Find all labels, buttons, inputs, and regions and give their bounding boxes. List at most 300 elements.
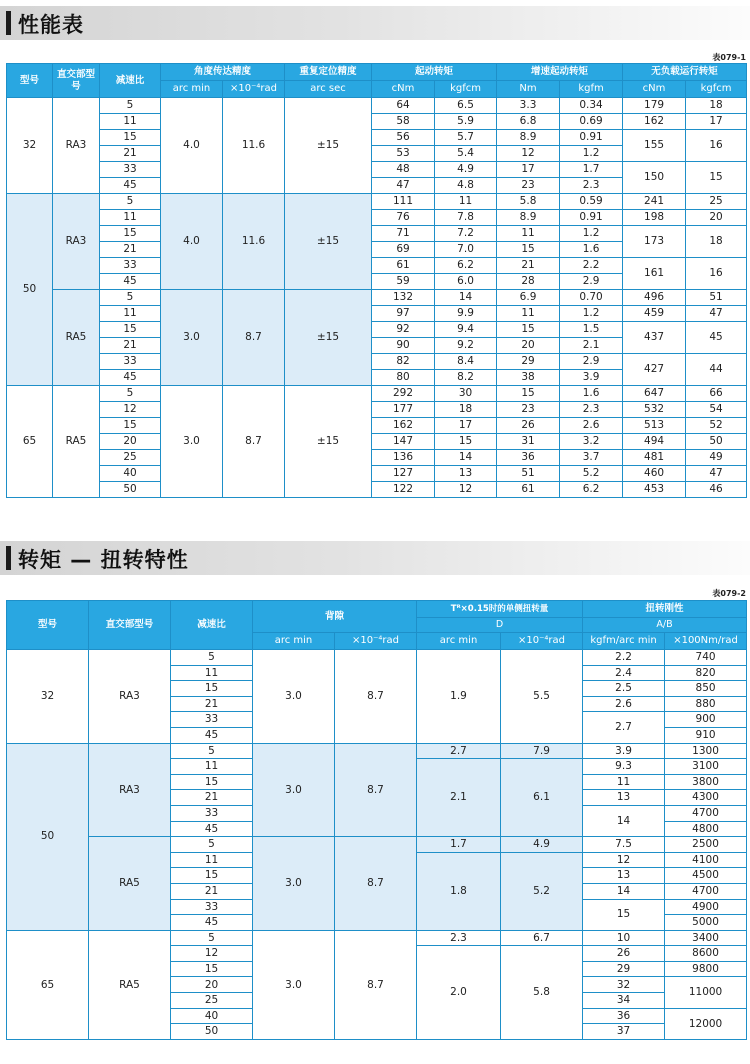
start-kgfcm-cell: 5.4 [435, 146, 497, 162]
start-cnm-cell: 69 [372, 242, 435, 258]
table-row [7, 386, 747, 402]
start-cnm-cell: 90 [372, 338, 435, 354]
speedup-kgfm-cell: 1.2 [560, 226, 623, 242]
speedup-kgfm-cell: 3.9 [560, 370, 623, 386]
angle-rad-cell: 11.6 [223, 98, 285, 194]
ratio-cell: 45 [171, 821, 253, 837]
angle-rad-cell: 11.6 [223, 194, 285, 290]
stiffness-nm-cell: 1300 [665, 743, 747, 759]
speedup-kgfm-cell: 1.7 [560, 162, 623, 178]
speedup-nm-cell: 8.9 [497, 130, 560, 146]
model-cell: 50 [7, 194, 53, 386]
ratio-cell: 45 [171, 915, 253, 931]
table-row [7, 482, 747, 498]
noload-cnm-cell: 494 [623, 434, 686, 450]
stiffness-kgfm-cell: 2.2 [583, 650, 665, 666]
stiffness-kgfm-cell: 14 [583, 805, 665, 836]
unit-cell: arc min [417, 633, 501, 650]
ratio-cell: 11 [100, 210, 161, 226]
table-row [7, 130, 747, 146]
torsion-rad-cell: 5.5 [501, 650, 583, 744]
ratio-cell: 33 [100, 258, 161, 274]
ratio-cell: 5 [100, 194, 161, 210]
table-row [7, 194, 747, 210]
speedup-nm-cell: 20 [497, 338, 560, 354]
unit-cell: kgfm [560, 81, 623, 98]
section-header-performance [0, 6, 750, 40]
unit-cell: ×10⁻⁴rad [501, 633, 583, 650]
speedup-kgfm-cell: 1.6 [560, 386, 623, 402]
angle-arcmin-cell: 4.0 [161, 194, 223, 290]
stiffness-nm-cell: 8600 [665, 946, 747, 962]
ratio-cell: 15 [171, 681, 253, 697]
right-angle-model-cell: RA5 [89, 837, 171, 931]
ratio-cell: 21 [171, 696, 253, 712]
start-cnm-cell: 47 [372, 178, 435, 194]
ratio-cell: 33 [171, 712, 253, 728]
start-cnm-cell: 136 [372, 450, 435, 466]
unit-cell: ×100Nm/rad [665, 633, 747, 650]
backlash-arcmin-cell: 3.0 [253, 837, 335, 931]
noload-cnm-cell: 162 [623, 114, 686, 130]
start-cnm-cell: 71 [372, 226, 435, 242]
ratio-cell: 50 [171, 1024, 253, 1040]
start-kgfcm-cell: 18 [435, 402, 497, 418]
stiffness-kgfm-cell: 32 [583, 977, 665, 993]
unit-cell: ×10⁻⁴rad [223, 81, 285, 98]
ratio-cell: 15 [171, 868, 253, 884]
table-row [7, 434, 747, 450]
ratio-cell: 5 [171, 743, 253, 759]
header-ratio: 减速比 [171, 601, 253, 650]
backlash-rad-cell: 8.7 [335, 837, 417, 931]
start-cnm-cell: 82 [372, 354, 435, 370]
stiffness-nm-cell: 2500 [665, 837, 747, 853]
stiffness-kgfm-cell: 10 [583, 930, 665, 946]
backlash-arcmin-cell: 3.0 [253, 650, 335, 744]
model-cell: 50 [7, 743, 89, 930]
start-kgfcm-cell: 8.2 [435, 370, 497, 386]
header-stiffness: 扭转刚性 [583, 601, 747, 618]
start-kgfcm-cell: 15 [435, 434, 497, 450]
stiffness-nm-cell: 3400 [665, 930, 747, 946]
stiffness-kgfm-cell: 2.5 [583, 681, 665, 697]
ratio-cell: 40 [100, 466, 161, 482]
ratio-cell: 25 [100, 450, 161, 466]
speedup-kgfm-cell: 3.2 [560, 434, 623, 450]
stiffness-kgfm-cell: 29 [583, 961, 665, 977]
table-row [7, 290, 747, 306]
start-kgfcm-cell: 6.2 [435, 258, 497, 274]
stiffness-nm-cell: 820 [665, 665, 747, 681]
ratio-cell: 21 [100, 242, 161, 258]
torsion-arcmin-cell: 2.3 [417, 930, 501, 946]
section-title: 性能表 [18, 13, 84, 37]
torsion-arcmin-cell: 1.9 [417, 650, 501, 744]
start-kgfcm-cell: 6.5 [435, 98, 497, 114]
angle-arcmin-cell: 3.0 [161, 386, 223, 498]
speedup-nm-cell: 36 [497, 450, 560, 466]
noload-cnm-cell: 513 [623, 418, 686, 434]
torsion-arcmin-cell: 1.7 [417, 837, 501, 853]
angle-arcmin-cell: 4.0 [161, 98, 223, 194]
noload-kgfcm-cell: 18 [686, 226, 747, 258]
section-header-torsion [0, 541, 750, 575]
start-cnm-cell: 53 [372, 146, 435, 162]
noload-cnm-cell: 179 [623, 98, 686, 114]
ratio-cell: 11 [171, 759, 253, 775]
stiffness-nm-cell: 12000 [665, 1008, 747, 1039]
ratio-cell: 11 [100, 114, 161, 130]
model-cell: 32 [7, 650, 89, 744]
speedup-nm-cell: 17 [497, 162, 560, 178]
speedup-kgfm-cell: 2.9 [560, 354, 623, 370]
header-right-angle-model: 直交部型号 [89, 601, 171, 650]
right-angle-model-cell: RA3 [89, 650, 171, 744]
speedup-kgfm-cell: 6.2 [560, 482, 623, 498]
ratio-cell: 21 [100, 146, 161, 162]
start-kgfcm-cell: 4.9 [435, 162, 497, 178]
start-cnm-cell: 122 [372, 482, 435, 498]
noload-kgfcm-cell: 45 [686, 322, 747, 354]
ratio-cell: 11 [100, 306, 161, 322]
start-cnm-cell: 177 [372, 402, 435, 418]
ratio-cell: 5 [171, 837, 253, 853]
ratio-cell: 25 [171, 993, 253, 1009]
ratio-cell: 45 [171, 727, 253, 743]
right-angle-model-cell: RA3 [53, 98, 100, 194]
backlash-rad-cell: 8.7 [335, 743, 417, 837]
speedup-kgfm-cell: 1.6 [560, 242, 623, 258]
noload-cnm-cell: 453 [623, 482, 686, 498]
start-kgfcm-cell: 30 [435, 386, 497, 402]
speedup-kgfm-cell: 0.59 [560, 194, 623, 210]
start-kgfcm-cell: 9.4 [435, 322, 497, 338]
speedup-kgfm-cell: 2.3 [560, 402, 623, 418]
speedup-kgfm-cell: 2.9 [560, 274, 623, 290]
stiffness-nm-cell: 740 [665, 650, 747, 666]
ratio-cell: 21 [171, 790, 253, 806]
ratio-cell: 11 [171, 665, 253, 681]
stiffness-kgfm-cell: 26 [583, 946, 665, 962]
model-cell: 65 [7, 386, 53, 498]
header-backlash: 背隙 [253, 601, 417, 633]
ratio-cell: 20 [171, 977, 253, 993]
noload-cnm-cell: 496 [623, 290, 686, 306]
speedup-nm-cell: 6.9 [497, 290, 560, 306]
stiffness-kgfm-cell: 3.9 [583, 743, 665, 759]
start-cnm-cell: 56 [372, 130, 435, 146]
ratio-cell: 15 [100, 226, 161, 242]
speedup-nm-cell: 11 [497, 226, 560, 242]
header-d: D [417, 618, 583, 633]
unit-cell: cNm [623, 81, 686, 98]
noload-kgfcm-cell: 15 [686, 162, 747, 194]
torsion-arcmin-cell: 1.8 [417, 852, 501, 930]
speedup-nm-cell: 15 [497, 242, 560, 258]
table-row [7, 162, 747, 178]
speedup-nm-cell: 12 [497, 146, 560, 162]
stiffness-kgfm-cell: 2.4 [583, 665, 665, 681]
right-angle-model-cell: RA5 [53, 290, 100, 386]
table-row [7, 226, 747, 242]
stiffness-nm-cell: 900 [665, 712, 747, 728]
stiffness-nm-cell: 850 [665, 681, 747, 697]
repeat-arcsec-cell: ±15 [285, 98, 372, 194]
ratio-cell: 5 [171, 650, 253, 666]
noload-cnm-cell: 459 [623, 306, 686, 322]
ratio-cell: 15 [100, 130, 161, 146]
start-cnm-cell: 76 [372, 210, 435, 226]
speedup-kgfm-cell: 1.2 [560, 306, 623, 322]
header-ratio: 减速比 [100, 64, 161, 98]
start-kgfcm-cell: 8.4 [435, 354, 497, 370]
speedup-nm-cell: 5.8 [497, 194, 560, 210]
header-right-angle-model: 直交部型号 [53, 64, 100, 98]
stiffness-kgfm-cell: 37 [583, 1024, 665, 1040]
noload-cnm-cell: 150 [623, 162, 686, 194]
unit-cell: ×10⁻⁴rad [335, 633, 417, 650]
table-row [7, 450, 747, 466]
stiffness-kgfm-cell: 15 [583, 899, 665, 930]
noload-cnm-cell: 647 [623, 386, 686, 402]
noload-cnm-cell: 198 [623, 210, 686, 226]
torsion-rad-cell: 6.1 [501, 759, 583, 837]
table-row [7, 930, 747, 946]
performance-table [6, 63, 747, 498]
ratio-cell: 45 [100, 370, 161, 386]
ratio-cell: 21 [100, 338, 161, 354]
ratio-cell: 40 [171, 1008, 253, 1024]
start-kgfcm-cell: 11 [435, 194, 497, 210]
speedup-nm-cell: 31 [497, 434, 560, 450]
ratio-cell: 15 [171, 774, 253, 790]
torsion-table [6, 600, 747, 1040]
speedup-nm-cell: 29 [497, 354, 560, 370]
torsion-rad-cell: 6.7 [501, 930, 583, 946]
unit-cell: arc min [253, 633, 335, 650]
stiffness-nm-cell: 11000 [665, 977, 747, 1008]
stiffness-kgfm-cell: 2.7 [583, 712, 665, 743]
table-row [7, 210, 747, 226]
ratio-cell: 15 [100, 418, 161, 434]
speedup-kgfm-cell: 3.7 [560, 450, 623, 466]
ratio-cell: 33 [100, 354, 161, 370]
noload-kgfcm-cell: 17 [686, 114, 747, 130]
table-row [7, 354, 747, 370]
table-number: 表079-1 [712, 53, 746, 62]
speedup-kgfm-cell: 0.91 [560, 130, 623, 146]
table-row [7, 402, 747, 418]
speedup-nm-cell: 3.3 [497, 98, 560, 114]
header-repeat-position: 重复定位精度 [285, 64, 372, 81]
table-row [7, 418, 747, 434]
speedup-kgfm-cell: 0.34 [560, 98, 623, 114]
header-torsion-angle: Tᴿ×0.15时的单侧扭转量 [417, 601, 583, 618]
noload-cnm-cell: 173 [623, 226, 686, 258]
table-row [7, 837, 747, 853]
header-ab: A/B [583, 618, 747, 633]
backlash-arcmin-cell: 3.0 [253, 930, 335, 1039]
start-cnm-cell: 58 [372, 114, 435, 130]
stiffness-kgfm-cell: 13 [583, 868, 665, 884]
ratio-cell: 15 [171, 961, 253, 977]
ratio-cell: 21 [171, 883, 253, 899]
start-cnm-cell: 97 [372, 306, 435, 322]
speedup-kgfm-cell: 2.1 [560, 338, 623, 354]
start-cnm-cell: 147 [372, 434, 435, 450]
unit-cell: arc min [161, 81, 223, 98]
unit-cell: arc sec [285, 81, 372, 98]
ratio-cell: 12 [171, 946, 253, 962]
stiffness-kgfm-cell: 13 [583, 790, 665, 806]
ratio-cell: 5 [100, 98, 161, 114]
stiffness-nm-cell: 880 [665, 696, 747, 712]
angle-rad-cell: 8.7 [223, 386, 285, 498]
start-kgfcm-cell: 5.9 [435, 114, 497, 130]
start-cnm-cell: 64 [372, 98, 435, 114]
ratio-cell: 33 [171, 899, 253, 915]
angle-arcmin-cell: 3.0 [161, 290, 223, 386]
backlash-rad-cell: 8.7 [335, 930, 417, 1039]
ratio-cell: 20 [100, 434, 161, 450]
start-cnm-cell: 292 [372, 386, 435, 402]
start-cnm-cell: 111 [372, 194, 435, 210]
speedup-kgfm-cell: 2.6 [560, 418, 623, 434]
stiffness-kgfm-cell: 12 [583, 852, 665, 868]
torsion-rad-cell: 4.9 [501, 837, 583, 853]
start-kgfcm-cell: 4.8 [435, 178, 497, 194]
noload-cnm-cell: 532 [623, 402, 686, 418]
start-kgfcm-cell: 6.0 [435, 274, 497, 290]
speedup-nm-cell: 15 [497, 386, 560, 402]
ratio-cell: 50 [100, 482, 161, 498]
ratio-cell: 33 [171, 805, 253, 821]
unit-cell: kgfm/arc min [583, 633, 665, 650]
stiffness-nm-cell: 4700 [665, 883, 747, 899]
start-kgfcm-cell: 9.2 [435, 338, 497, 354]
table-row [7, 98, 747, 114]
repeat-arcsec-cell: ±15 [285, 194, 372, 290]
speedup-kgfm-cell: 5.2 [560, 466, 623, 482]
noload-cnm-cell: 460 [623, 466, 686, 482]
table-row [7, 650, 747, 666]
speedup-nm-cell: 15 [497, 322, 560, 338]
speedup-nm-cell: 23 [497, 402, 560, 418]
start-kgfcm-cell: 12 [435, 482, 497, 498]
speedup-kgfm-cell: 0.91 [560, 210, 623, 226]
noload-kgfcm-cell: 51 [686, 290, 747, 306]
ratio-cell: 12 [100, 402, 161, 418]
stiffness-nm-cell: 4500 [665, 868, 747, 884]
right-angle-model-cell: RA5 [53, 386, 100, 498]
section-marker [6, 11, 11, 35]
right-angle-model-cell: RA3 [89, 743, 171, 837]
speedup-kgfm-cell: 2.2 [560, 258, 623, 274]
stiffness-kgfm-cell: 9.3 [583, 759, 665, 775]
ratio-cell: 15 [100, 322, 161, 338]
speedup-nm-cell: 23 [497, 178, 560, 194]
speedup-nm-cell: 21 [497, 258, 560, 274]
ratio-cell: 5 [100, 290, 161, 306]
start-kgfcm-cell: 7.2 [435, 226, 497, 242]
speedup-nm-cell: 51 [497, 466, 560, 482]
backlash-arcmin-cell: 3.0 [253, 743, 335, 837]
start-cnm-cell: 132 [372, 290, 435, 306]
speedup-nm-cell: 6.8 [497, 114, 560, 130]
speedup-nm-cell: 61 [497, 482, 560, 498]
noload-kgfcm-cell: 66 [686, 386, 747, 402]
start-cnm-cell: 80 [372, 370, 435, 386]
table-row [7, 466, 747, 482]
stiffness-kgfm-cell: 11 [583, 774, 665, 790]
noload-cnm-cell: 155 [623, 130, 686, 162]
header-noload-torque: 无负载运行转矩 [623, 64, 747, 81]
torsion-arcmin-cell: 2.0 [417, 946, 501, 1040]
unit-cell: Nm [497, 81, 560, 98]
torsion-rad-cell: 5.8 [501, 946, 583, 1040]
ratio-cell: 33 [100, 162, 161, 178]
ratio-cell: 11 [171, 852, 253, 868]
start-cnm-cell: 59 [372, 274, 435, 290]
speedup-nm-cell: 26 [497, 418, 560, 434]
torsion-rad-cell: 5.2 [501, 852, 583, 930]
start-kgfcm-cell: 14 [435, 290, 497, 306]
model-cell: 65 [7, 930, 89, 1039]
start-cnm-cell: 162 [372, 418, 435, 434]
stiffness-kgfm-cell: 34 [583, 993, 665, 1009]
stiffness-nm-cell: 4300 [665, 790, 747, 806]
angle-rad-cell: 8.7 [223, 290, 285, 386]
table-row [7, 258, 747, 274]
stiffness-nm-cell: 4700 [665, 805, 747, 821]
noload-kgfcm-cell: 47 [686, 306, 747, 322]
stiffness-nm-cell: 3800 [665, 774, 747, 790]
right-angle-model-cell: RA3 [53, 194, 100, 290]
unit-cell: kgfcm [435, 81, 497, 98]
start-cnm-cell: 48 [372, 162, 435, 178]
start-cnm-cell: 127 [372, 466, 435, 482]
start-kgfcm-cell: 14 [435, 450, 497, 466]
torsion-rad-cell: 7.9 [501, 743, 583, 759]
speedup-kgfm-cell: 1.5 [560, 322, 623, 338]
table-row [7, 306, 747, 322]
header-speedup-torque: 增速起动转矩 [497, 64, 623, 81]
ratio-cell: 45 [100, 274, 161, 290]
stiffness-nm-cell: 4100 [665, 852, 747, 868]
noload-kgfcm-cell: 18 [686, 98, 747, 114]
speedup-nm-cell: 11 [497, 306, 560, 322]
start-kgfcm-cell: 13 [435, 466, 497, 482]
noload-kgfcm-cell: 49 [686, 450, 747, 466]
speedup-nm-cell: 8.9 [497, 210, 560, 226]
header-model: 型号 [7, 601, 89, 650]
unit-cell: kgfcm [686, 81, 747, 98]
speedup-kgfm-cell: 1.2 [560, 146, 623, 162]
stiffness-kgfm-cell: 14 [583, 883, 665, 899]
model-cell: 32 [7, 98, 53, 194]
ratio-cell: 45 [100, 178, 161, 194]
start-kgfcm-cell: 17 [435, 418, 497, 434]
noload-cnm-cell: 161 [623, 258, 686, 290]
table-row [7, 114, 747, 130]
noload-cnm-cell: 241 [623, 194, 686, 210]
noload-kgfcm-cell: 44 [686, 354, 747, 386]
table-row [7, 322, 747, 338]
start-cnm-cell: 61 [372, 258, 435, 274]
start-kgfcm-cell: 7.8 [435, 210, 497, 226]
noload-kgfcm-cell: 25 [686, 194, 747, 210]
